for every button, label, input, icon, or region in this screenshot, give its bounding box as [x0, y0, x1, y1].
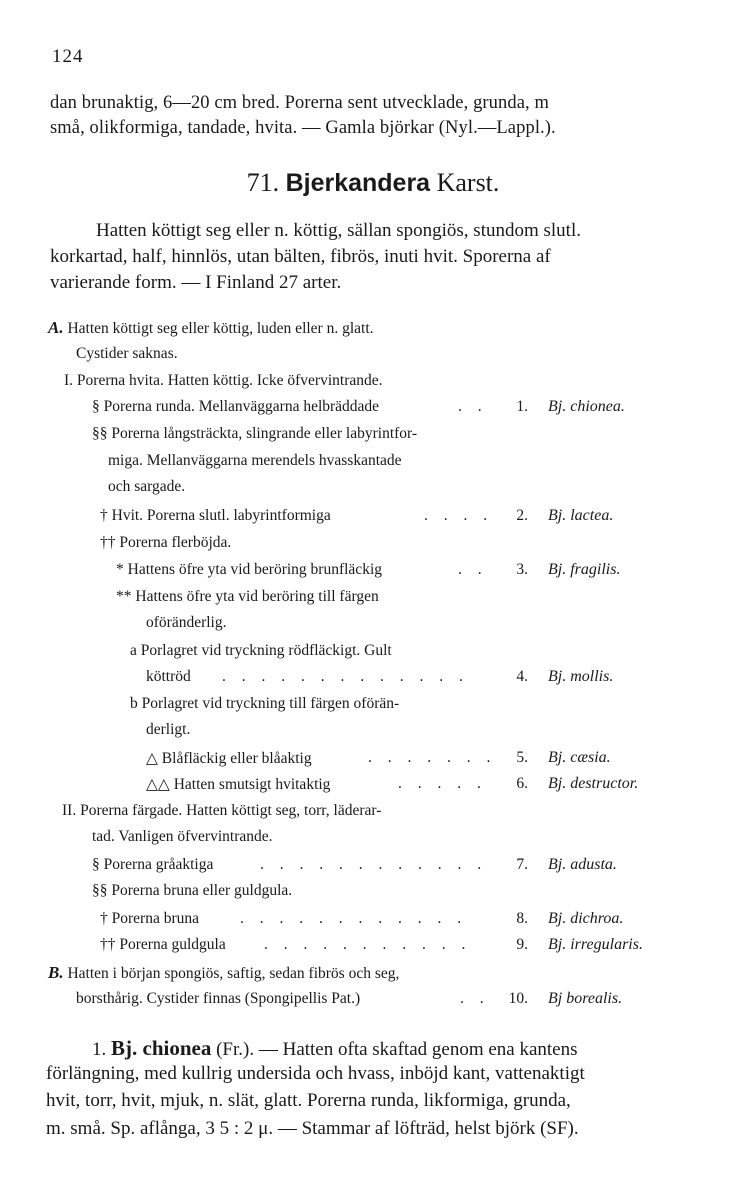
key-st1-species: Bj. fragilis.	[548, 561, 621, 578]
key-t1-species: Bj. lactea.	[548, 507, 614, 524]
key-ii2-line: §§ Porerna bruna eller guldgula.	[92, 882, 293, 899]
key-ii1-species: Bj. adusta.	[548, 856, 617, 873]
key-d2-number: 6.	[516, 775, 528, 792]
key-iit1-species: Bj. dichroa.	[548, 910, 624, 927]
entry-author: (Fr.).	[216, 1039, 255, 1060]
key-a-line-2: köttröd	[146, 668, 191, 685]
key-A	[48, 318, 374, 338]
key-a-number: 4.	[516, 668, 528, 685]
genus-desc-line-2: korkartad, half, hinnlös, utan bälten, fibrös, inuti hvit. Sporerna af	[50, 246, 551, 267]
key-d1-line: △ Blåfläckig eller blåaktig	[146, 750, 312, 767]
key-a-line-1: a Porlagret vid tryckning rödfläckigt. Gult	[130, 642, 392, 659]
key-d1-species: Bj. cæsia.	[548, 749, 611, 766]
key-d1-number: 5.	[516, 749, 528, 766]
key-t2-line: †† Porerna flerböjda.	[100, 534, 232, 551]
entry-line-1-rest: — Hatten ofta skaftad genom ena kantens	[258, 1039, 578, 1060]
genus-desc-line-3: varierande form. — I Finland 27 arter.	[50, 272, 342, 293]
key-iit1-dots: . . . . . . . . . . . .	[240, 910, 468, 927]
key-ii1-number: 7.	[516, 856, 528, 873]
key-s1-line: § Porerna runda. Mellanväggarna helbräddade	[92, 398, 380, 415]
key-ii1-line: § Porerna gråaktiga	[92, 856, 214, 873]
key-t1-dots: . . . .	[424, 507, 494, 524]
entry-line-4: m. små. Sp. aflånga, 3 5 : 2 μ. — Stammar af löfträd, helst björk (SF).	[46, 1118, 579, 1139]
key-d2-dots: . . . . .	[398, 775, 487, 792]
entry-name: Bj. chionea	[111, 1036, 212, 1060]
key-iit2-dots: . . . . . . . . . . .	[264, 936, 472, 953]
key-B-label: B.	[48, 963, 64, 982]
key-d1-dots: . . . . . . .	[368, 749, 497, 766]
key-B-species: Bj borealis.	[548, 990, 623, 1007]
key-s2-line-3: och sargade.	[108, 478, 186, 495]
key-d2-line: △△ Hatten smutsigt hvitaktig	[146, 776, 331, 793]
key-a-dots: . . . . . . . . . . . . .	[222, 668, 469, 685]
key-s1-number: 1.	[516, 398, 528, 415]
key-B-line-2: borsthårig. Cystider finnas (Spongipellis Pat.)	[76, 990, 361, 1007]
key-d2-species: Bj. destructor.	[548, 775, 639, 792]
key-iit2-number: 9.	[516, 936, 528, 953]
key-ii1-dots: . . . . . . . . . . . .	[260, 856, 488, 873]
key-t1-number: 2.	[516, 507, 528, 524]
page-number: 124	[52, 46, 84, 67]
intro-line-1: dan brunaktig, 6—20 cm bred. Porerna sent utvecklade, grunda, m	[50, 93, 549, 113]
key-s1-species: Bj. chionea.	[548, 398, 625, 415]
genus-heading	[0, 168, 746, 198]
key-b-line-2: derligt.	[146, 721, 191, 738]
key-st2-line-1: ** Hattens öfre yta vid beröring till färgen	[116, 588, 379, 605]
key-A-line-1: Hatten köttigt seg eller köttig, luden eller n. glatt.	[67, 320, 374, 337]
entry-line-3: hvit, torr, hvit, mjuk, n. slät, glatt. Porerna runda, likformiga, grunda,	[46, 1090, 571, 1111]
key-s1-dots: . .	[458, 398, 488, 415]
key-st1-dots: . .	[458, 561, 488, 578]
key-s2-line-2: miga. Mellanväggarna merendels hvasskantade	[108, 452, 402, 469]
key-B	[48, 963, 399, 983]
genus-number: 71.	[246, 168, 280, 197]
key-t1-line: † Hvit. Porerna slutl. labyrintformiga	[100, 507, 331, 524]
key-A-line-2: Cystider saknas.	[76, 345, 178, 362]
key-B-line-1: Hatten i början spongiös, saftig, sedan fibrös och seg,	[67, 965, 400, 982]
key-A-label: A.	[48, 318, 64, 337]
key-iit1-number: 8.	[516, 910, 528, 927]
entry-number: 1.	[92, 1039, 107, 1060]
key-II-line-2: tad. Vanligen öfvervintrande.	[92, 828, 273, 845]
key-s2-line-1: §§ Porerna långsträckta, slingrande eller labyrintfor-	[92, 425, 418, 442]
genus-name: Bjerkandera	[285, 169, 431, 197]
genus-author: Karst.	[436, 168, 500, 197]
key-iit2-species: Bj. irregularis.	[548, 936, 643, 953]
key-II-line-1: II. Porerna färgade. Hatten köttigt seg, torr, läderar-	[62, 802, 382, 819]
key-iit2-line: †† Porerna guldgula	[100, 936, 226, 953]
key-a-species: Bj. mollis.	[548, 668, 614, 685]
key-st1-number: 3.	[516, 561, 528, 578]
intro-line-2: små, olikformiga, tandade, hvita. — Gamla björkar (Nyl.—Lappl.).	[50, 118, 556, 138]
key-st1-line: * Hattens öfre yta vid beröring brunfläckig	[116, 561, 382, 578]
key-st2-line-2: oföränderlig.	[146, 614, 227, 631]
key-iit1-line: † Porerna bruna	[100, 910, 199, 927]
genus-desc-line-1: Hatten köttigt seg eller n. köttig, sällan spongiös, stundom slutl.	[96, 220, 581, 241]
key-B-number: 10.	[508, 990, 528, 1007]
key-b-line-1: b Porlagret vid tryckning till färgen oförän-	[130, 695, 400, 712]
entry-line-1	[92, 1036, 578, 1061]
key-B-dots: . .	[460, 990, 490, 1007]
entry-line-2: förlängning, med kullrig undersida och hvass, inböjd kant, vattenaktigt	[46, 1063, 585, 1084]
key-I-line: I. Porerna hvita. Hatten köttig. Icke öfvervintrande.	[64, 372, 383, 389]
